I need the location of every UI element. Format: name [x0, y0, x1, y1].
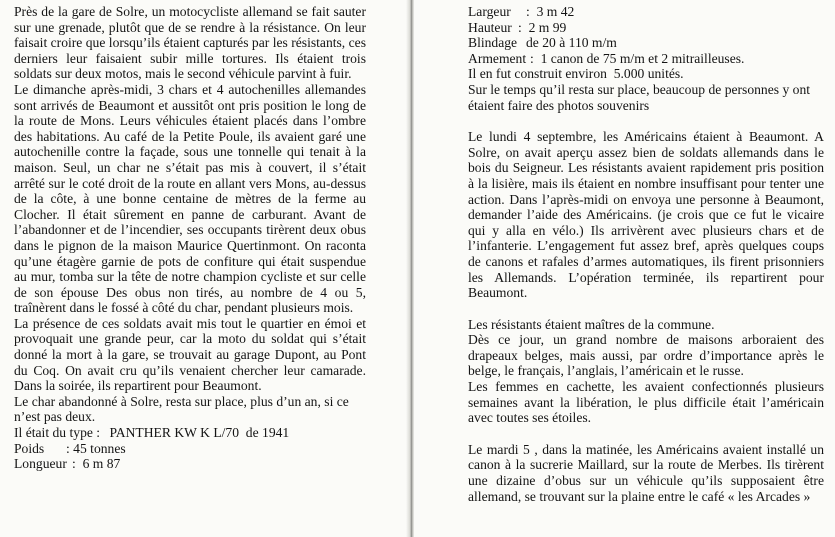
spec-poids [14, 441, 366, 457]
paragraph-dimanche: Le dimanche après-midi, 3 chars et 4 autochenilles allemandes sont arrivés de Beaumont et aussitôt ont pris position le long de la route de Mons. Leurs véhicules étaient placés dans l’ombre des habitations. Au café de la Petite Poule, ils avaient garé une autochenille contre la façade, sous une tonnelle qui tenait à la maison. Seul, un char ne s’était pas mis à couvert, il s’était arrêté sur le coté droit de la route en allant vers Mons, au-dessus de la côte, à une bonne centaine de mètres de la ferme au Clocher. Il était sûrement en panne de carburant. Avant de l’abandonner et de l’incendier, ses occupants tirèrent deux obus dans le pignon de la maison Maurice Quertinmont. On raconta qu’une étagère garnie de pots de confiture qui était suspendue au mur, tomba sur la tête de notre champion cycliste et sur celle de son épouse Des obus non tirés, au nombre de 4 ou 5, traînèrent dans le fossé à côté du char, pendant plusieurs mois. [14, 81, 366, 316]
paragraph-drapeaux: Dès ce jour, un grand nombre de maisons arboraient des drapeaux belges, mais aussi, par ordre d’importance après le belge, le français, l’anglais, l’américain et le russe. [468, 332, 824, 379]
spec-hauteur-label: Hauteur [468, 19, 512, 35]
spec-blindage-value: de 20 à 110 m/m [526, 35, 617, 51]
paragraph-presence: La présence de ces soldats avait mis tout le quartier en émoi et provoquait une grande peur, car la moto du soldat qui s’était donné la mort à la gare, se trouvait au garage Dupont, au Pont du Coq. On avait cru qu’ils venaient chercher leur camarade. Dans la soirée, ils repartirent pour Beaumont. [14, 315, 366, 394]
built-count-line: Il en fut construit environ 5.000 unités. [468, 66, 684, 82]
paragraph-motocycliste: Près de la gare de Solre, un motocycliste allemand se fait sauter sur une grenade, plutôt que de se rendre à la résistance. On leur faisait croire que lorsqu’ils étaient capturés par les résistants, ces derniers leur faisaient subir mille tortures. Ils étaient trois soldats sur deux motos, mais le second véhicule parvint à fuir. [14, 4, 366, 82]
paragraph-gap [468, 301, 824, 317]
spec-largeur-label: Largeur [468, 4, 511, 19]
spec-longueur-value: : 6 m 87 [72, 456, 121, 472]
paragraph-maitres-commune: Les résistants étaient maîtres de la commune. [468, 316, 715, 332]
spec-hauteur-value: : 2 m 99 [518, 19, 567, 35]
spec-longueur-label: Longueur [14, 456, 67, 472]
spec-longueur [14, 456, 366, 472]
spec-largeur-value: : 3 m 42 [526, 4, 575, 19]
spec-armement-value: : 1 canon de 75 m/m et 2 mitrailleuses. [530, 50, 745, 66]
spec-blindage-label: Blindage [468, 35, 518, 51]
right-column-text [468, 4, 824, 504]
left-page [0, 0, 410, 537]
tank-type-line [14, 425, 366, 441]
spec-poids-value: : 45 tonnes [66, 440, 126, 456]
spec-blindage [468, 35, 824, 51]
spec-hauteur [468, 20, 824, 36]
right-page [414, 0, 835, 537]
spec-armement-label: Armement [468, 50, 527, 66]
paragraph-lundi-4-septembre: Le lundi 4 septembre, les Américains étaient à Beaumont. A Solre, on avait aperçu assez bien de soldats allemands dans le bois du Seigneur. Les résistants avaient rapidement pris position à la lisière, mais ils étaient en nombre insuffisant pour tenter une action. Dans l’après-midi on envoya une personne à Beaumont, demander l’aide des Américains. (je crois que ce fut le vicaire qui y alla en vélo.) Ils arrivèrent avec plusieurs chars et de l’infanterie. L’engagement fut assez bref, après quelques coups de canons et rafales d’armes automatiques, ils firent prisonniers les Allemands. L’opération terminée, ils repartirent pour Beaumont. [468, 129, 824, 301]
paragraph-mardi-5: Le mardi 5 , dans la matinée, les Américains avaient installé un canon à la sucrerie Maillard, sur la route de Merbes. Ils tirèrent une dizaine d’obus sur un véhicule qu’ils supposaient être allemand, se trouvant sur la plaine entre le café « les Arcades » [468, 441, 824, 504]
left-column-text [14, 4, 366, 472]
photos-souvenirs-line: Sur le temps qu’il resta sur place, beaucoup de personnes y ont étaient faire des photos souvenirs [468, 81, 811, 113]
tank-type-label: Il était du type : [14, 425, 101, 441]
paragraph-femmes: Les femmes en cachette, les avaient confectionnés plusieurs semaines avant la libération, le plus difficile était l’américain avec toutes ses étoiles. [468, 379, 824, 426]
paragraph-gap [468, 426, 824, 442]
spec-poids-label: Poids [14, 440, 45, 456]
paragraph-char-abandonne: Le char abandonné à Solre, resta sur place, plus d’un an, si ce n’est pas deux. [14, 393, 349, 425]
paragraph-gap [468, 113, 824, 129]
spec-largeur [468, 4, 824, 20]
tank-type-value: PANTHER KW K L/70 de 1941 [109, 425, 290, 441]
spec-armement [468, 51, 824, 67]
